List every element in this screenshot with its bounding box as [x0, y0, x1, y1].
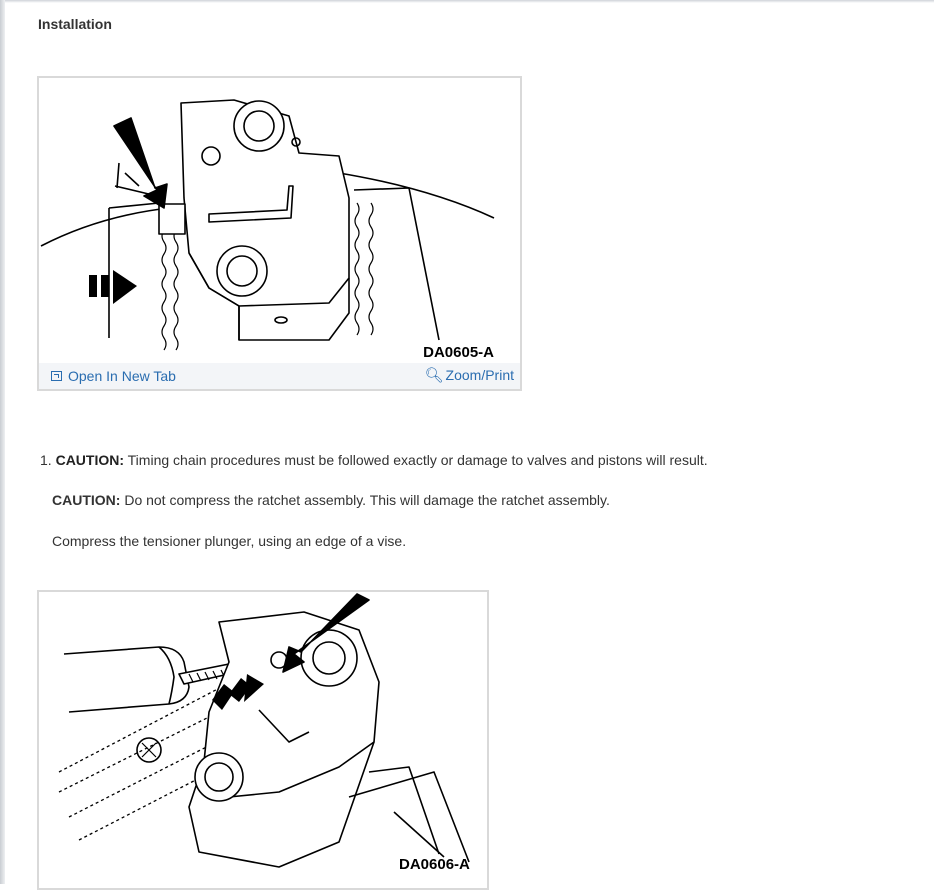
magnifier-plus-icon: 🔍︎	[424, 367, 444, 384]
zoom-print-link[interactable]	[424, 366, 514, 384]
caution-text: Do not compress the ratchet assembly. This will damage the ratchet assembly.	[120, 492, 610, 508]
procedure-steps	[40, 451, 910, 469]
caution-text: Timing chain procedures must be followed exactly or damage to valves and pistons will result.	[124, 452, 708, 468]
tensioner-illustration-2	[39, 592, 487, 886]
step-1-caution-2	[52, 491, 610, 509]
open-new-tab-icon	[51, 371, 62, 381]
tensioner-illustration-1	[39, 78, 520, 363]
window-top-edge	[0, 0, 934, 3]
caution-label: CAUTION:	[52, 492, 121, 508]
step-number: 1.	[40, 452, 52, 468]
figure-label: DA0606-A	[399, 856, 470, 873]
step-1-caution-1	[40, 451, 910, 469]
open-in-new-tab-label: Open In New Tab	[68, 368, 176, 384]
figure-toolbar	[39, 363, 520, 389]
section-title: Installation	[38, 16, 112, 32]
caution-label: CAUTION:	[55, 452, 125, 468]
figure-label: DA0605-A	[423, 344, 494, 361]
open-in-new-tab-link[interactable]	[51, 368, 176, 384]
figure-da0605	[37, 76, 522, 391]
window-left-edge	[0, 0, 5, 884]
zoom-print-label: Zoom/Print	[445, 367, 514, 383]
step-1-instruction: Compress the tensioner plunger, using an edge of a vise.	[52, 533, 407, 549]
figure-da0606	[37, 590, 489, 890]
